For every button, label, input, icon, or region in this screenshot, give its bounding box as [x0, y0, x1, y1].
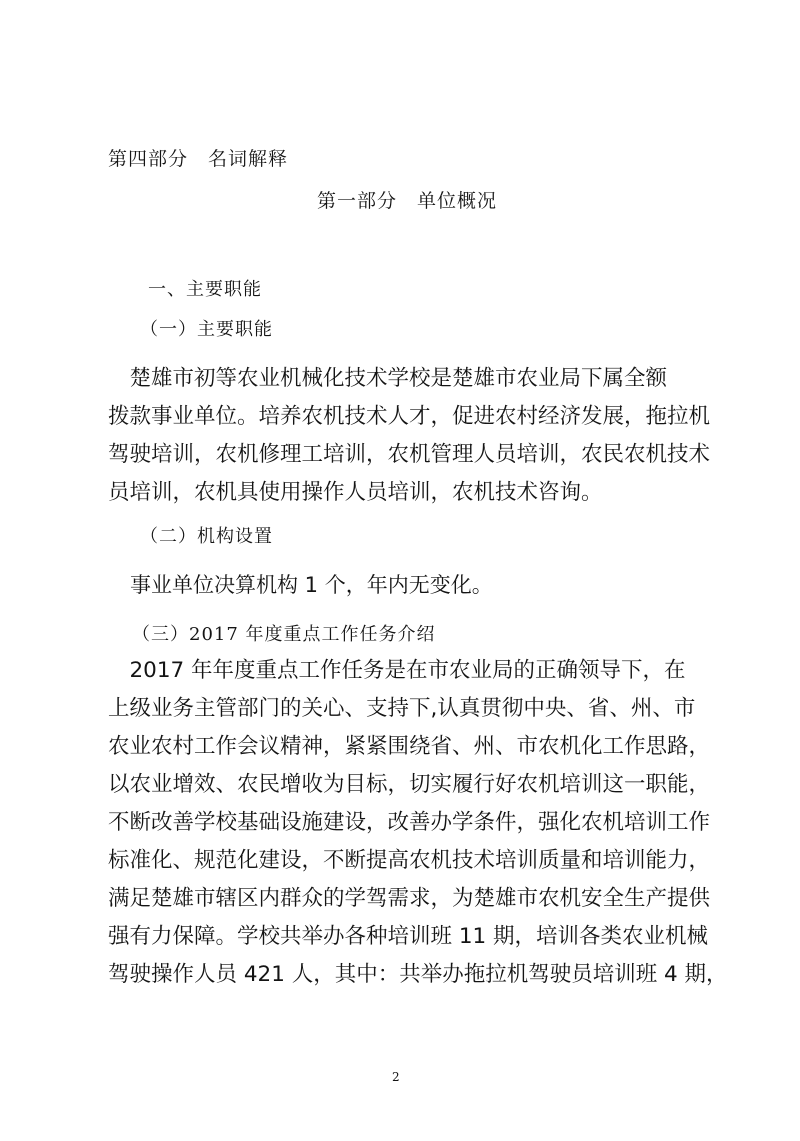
part-four-heading: 第四部分 名词解释 [108, 148, 289, 170]
paragraph-line: 2017 年年度重点工作任务是在市农业局的正确领导下，在 [108, 658, 686, 683]
paragraph-line: 以农业增效、农民增收为目标，切实履行好农机培训这一职能， [108, 772, 711, 797]
page-number: 2 [392, 1070, 400, 1084]
tasks-paragraph [108, 652, 728, 994]
functions-paragraph [108, 360, 710, 512]
paragraph-line: 员培训，农机具使用操作人员培训，农机技术咨询。 [108, 480, 603, 505]
paragraph-line: 强有力保障。学校共举办各种培训班 11 期，培训各类农业机械 [108, 924, 709, 949]
paragraph-line: 拨款事业单位。培养农机技术人才，促进农村经济发展，拖拉机 [108, 404, 711, 429]
sub-functions-heading: （一）主要职能 [140, 319, 273, 340]
paragraph-line: 农业农村工作会议精神，紧紧围绕省、州、市农机化工作思路， [108, 734, 711, 759]
paragraph-line: 上级业务主管部门的关心、支持下,认真贯彻中央、省、州、市 [108, 696, 696, 721]
paragraph-line: 楚雄市初等农业机械化技术学校是楚雄市农业局下属全额 [108, 366, 668, 391]
paragraph-line: 驾驶操作人员 421 人，其中：共举办拖拉机驾驶员培训班 4 期， [108, 962, 728, 987]
paragraph-line: 满足楚雄市辖区内群众的学驾需求，为楚雄市农机安全生产提供 [108, 886, 711, 911]
main-functions-heading: 一、主要职能 [148, 279, 262, 300]
structure-heading: （二）机构设置 [140, 526, 273, 547]
paragraph-line: 驾驶培训，农机修理工培训，农机管理人员培训，农民农机技术 [108, 442, 711, 467]
part-one-heading: 第一部分 单位概况 [317, 190, 498, 212]
tasks-heading: （三）2017 年度重点工作任务介绍 [132, 624, 436, 645]
paragraph-line: 标准化、规范化建设，不断提高农机技术培训质量和培训能力， [108, 848, 711, 873]
structure-paragraph: 事业单位决算机构 1 个，年内无变化。 [130, 573, 493, 597]
paragraph-line: 不断改善学校基础设施建设，改善办学条件，强化农机培训工作 [108, 810, 711, 835]
